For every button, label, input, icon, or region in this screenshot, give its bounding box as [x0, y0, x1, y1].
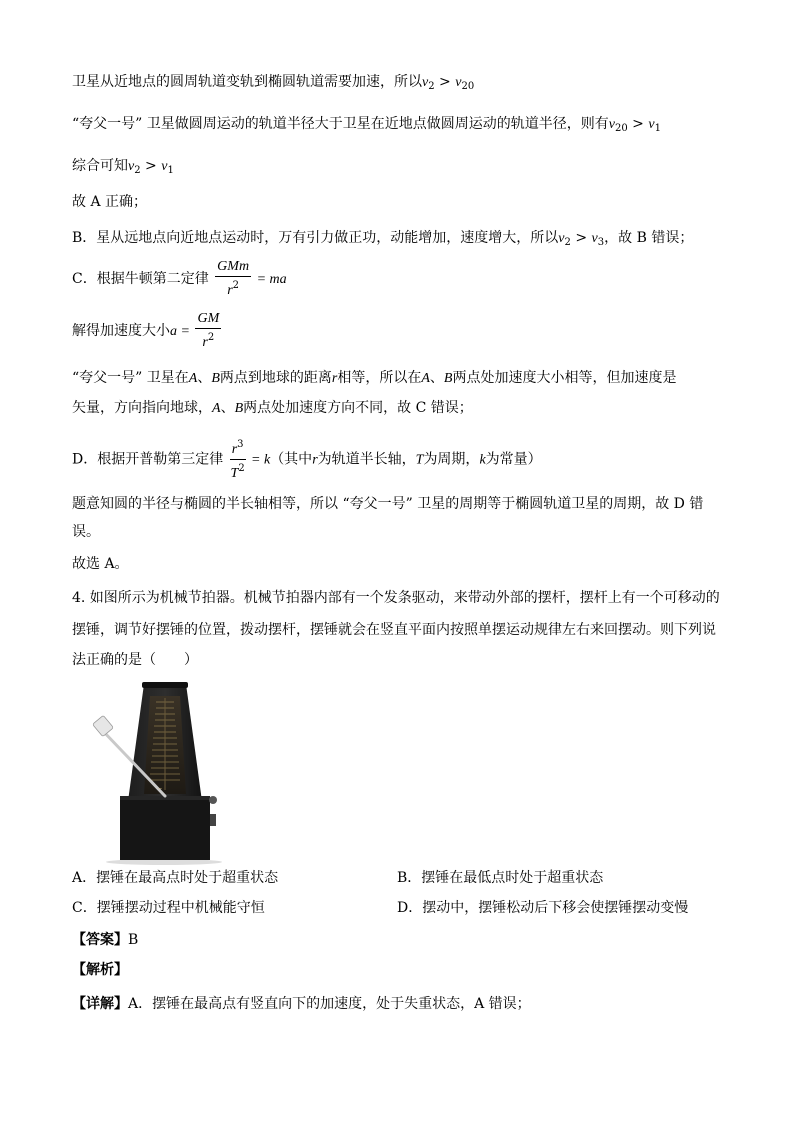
text-line-4: 故 A 正确；	[72, 194, 148, 210]
text-line-2: “夸父一号” 卫星做圆周运动的轨道半径大于卫星在近地点做圆周运动的轨道半径，则有$v_{20} > v_1$	[72, 116, 661, 134]
option-d: D．摆动中，摆锤松动后下移会使摆锤摆动变慢	[397, 900, 689, 916]
text-line-13: 故选 A。	[72, 556, 129, 572]
text-line-5: B．星从远地点向近地点运动时，万有引力做正功，动能增加，速度增大，所以$v_2 > v_3$，故 B 错误；	[72, 230, 694, 248]
text-line-1: 卫星从近地点的圆周轨道变轨到椭圆轨道需要加速，所以$v_2 > v_{20}$	[72, 74, 475, 92]
fraction-r3-t2: $\frac{r^3}{T^2}$	[230, 436, 246, 483]
option-c: C．摆锤摆动过程中机械能守恒	[72, 900, 265, 916]
text-line-10: D．根据开普勒第三定律 $\frac{r^3}{T^2}$ = k（其中r为轨道半长轴，T为周期，k为常量）	[72, 436, 542, 483]
question-4-line-3: 法正确的是（ ）	[72, 652, 198, 668]
answer-label: 【答案】	[72, 932, 128, 948]
text-line-8: “夸父一号” 卫星在A、B两点到地球的距离r相等，所以在A、B两点处加速度大小相等，但加速度是	[72, 370, 677, 386]
detail-line: 【详解】A．摆锤在最高点有竖直向下的加速度，处于失重状态，A 错误；	[72, 996, 531, 1012]
question-4-line-1: 4. 如图所示为机械节拍器。机械节拍器内部有一个发条驱动，来带动外部的摆杆，摆杆上有一个可移动的	[72, 590, 720, 606]
option-b: B．摆锤在最低点时处于超重状态	[397, 870, 604, 886]
question-4-line-2: 摆锤，调节好摆锤的位置，拨动摆杆，摆锤就会在竖直平面内按照单摆运动规律左右来回摆动。则下列说	[72, 622, 716, 638]
fraction-gm-r2: $\frac{GM}{r^2}$	[197, 311, 220, 350]
text-line-12: 误。	[72, 524, 100, 540]
text-line-11: 题意知圆的半径与椭圆的半长轴相等，所以 “夸父一号” 卫星的周期等于椭圆轨道卫星的周期，故 D 错	[72, 496, 704, 512]
metronome-image	[86, 678, 236, 866]
option-a: A．摆锤在最高点时处于超重状态	[72, 870, 279, 886]
text-line-9: 矢量，方向指向地球，A、B两点处加速度方向不同，故 C 错误；	[72, 400, 473, 416]
detail-label: 【详解】	[72, 996, 128, 1012]
fraction-gmm-r2: $\frac{\text{GMm}}{r^2}$	[217, 259, 250, 298]
svg-text:~: ~	[158, 786, 163, 792]
answer-value: B	[128, 932, 139, 948]
text-line-7: 解得加速度大小a = $\frac{GM}{r^2}$	[72, 311, 220, 350]
answer-line	[72, 930, 138, 950]
text-line-3: 综合可知$v_2 > v_1$	[72, 158, 174, 176]
analysis-label: 【解析】	[72, 962, 128, 978]
text-line-6: C．根据牛顿第二定律 $\frac{\text{GMm}}{r^2}$ = ma	[72, 259, 287, 298]
